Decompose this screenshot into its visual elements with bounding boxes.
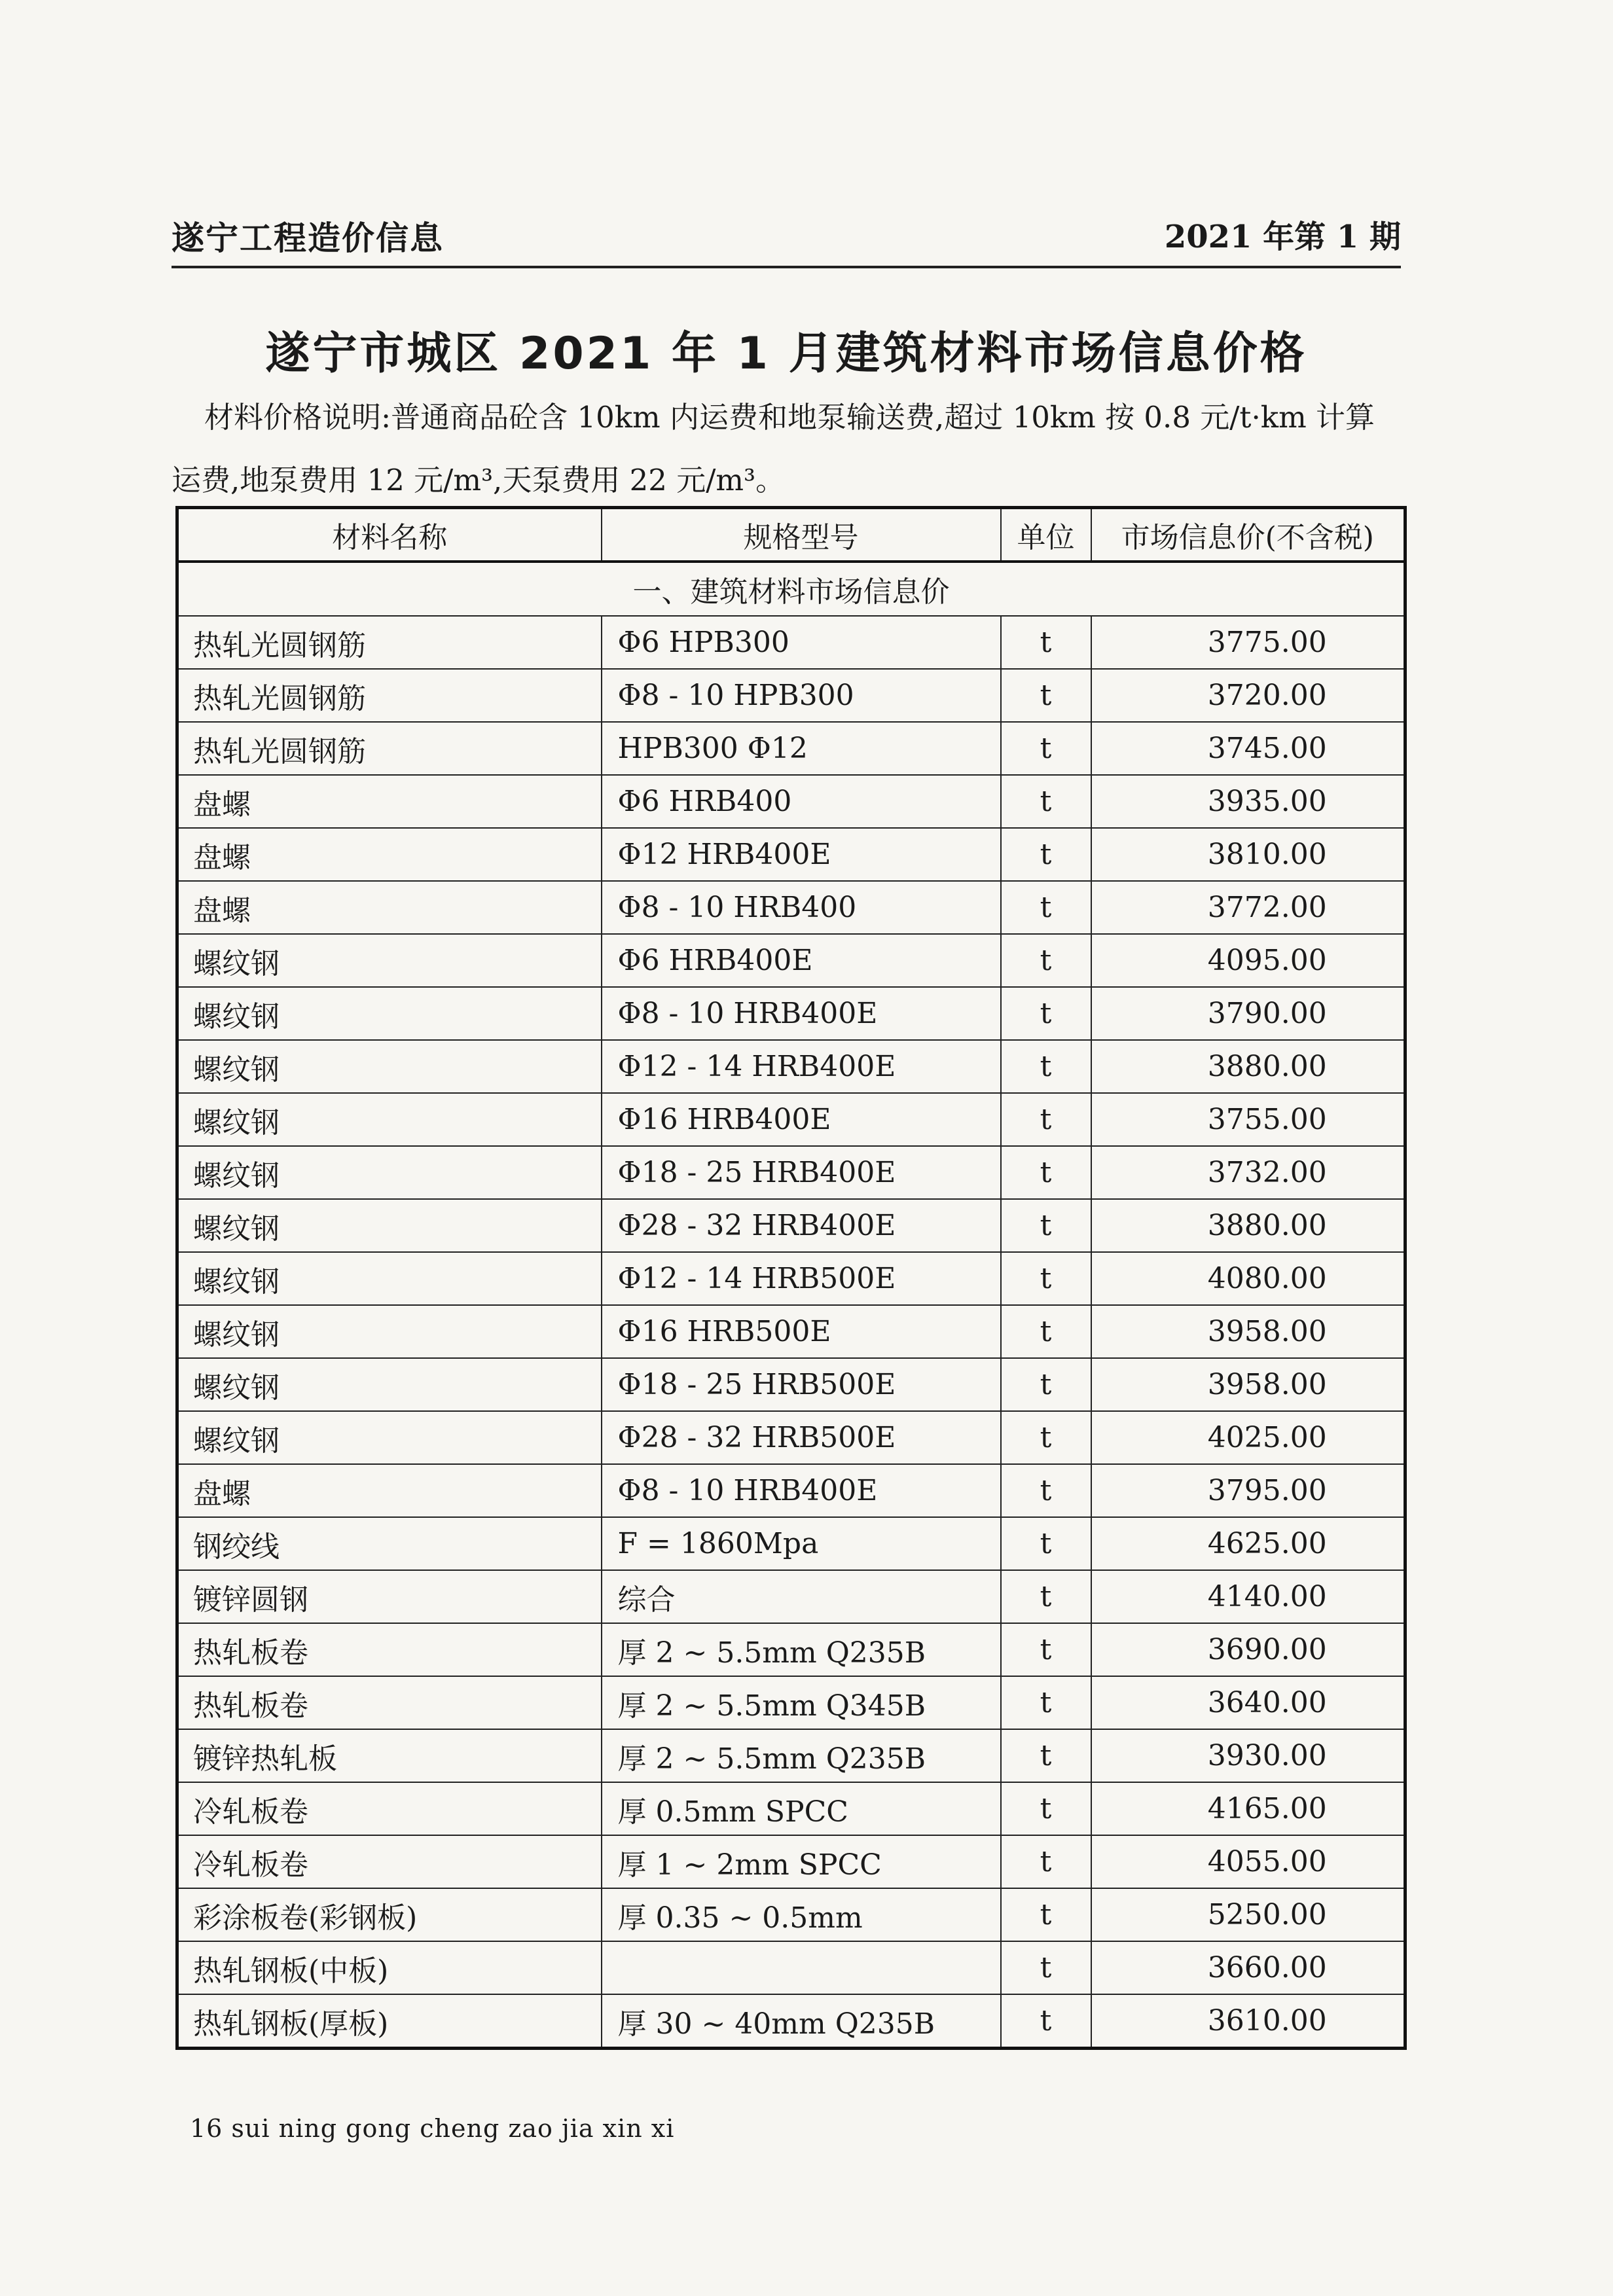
- price-cell: 3610.00: [1091, 1994, 1405, 2049]
- section-row: [177, 562, 1405, 616]
- price-cell: 3880.00: [1091, 1199, 1405, 1252]
- price-cell: 3755.00: [1091, 1093, 1405, 1146]
- table-row: [177, 1199, 1405, 1252]
- material-name-cell: 热轧板卷: [177, 1623, 602, 1676]
- material-name-cell: 螺纹钢: [177, 934, 602, 987]
- unit-cell: t: [1001, 987, 1091, 1040]
- issue-number: 2021 年第 1 期: [1164, 219, 1401, 255]
- material-name-cell: 热轧光圆钢筋: [177, 669, 602, 722]
- material-name-cell: 螺纹钢: [177, 1040, 602, 1093]
- column-header-unit: 单位: [1001, 508, 1091, 562]
- price-cell: 3720.00: [1091, 669, 1405, 722]
- spec-cell: HPB300 Φ12: [602, 722, 1001, 775]
- material-name-cell: 螺纹钢: [177, 1146, 602, 1199]
- material-name-cell: 螺纹钢: [177, 1252, 602, 1305]
- page-title: 遂宁市城区 2021 年 1 月建筑材料市场信息价格: [265, 328, 1307, 380]
- price-cell: 4025.00: [1091, 1411, 1405, 1464]
- material-name-cell: 螺纹钢: [177, 1411, 602, 1464]
- section-title: 一、建筑材料市场信息价: [177, 562, 1405, 616]
- unit-cell: t: [1001, 1040, 1091, 1093]
- spec-cell: 厚 2 ~ 5.5mm Q235B: [602, 1623, 1001, 1676]
- table-row: [177, 934, 1405, 987]
- material-name-cell: 钢绞线: [177, 1517, 602, 1570]
- spec-cell: Φ8 - 10 HRB400E: [602, 1464, 1001, 1517]
- running-header: [172, 208, 1401, 268]
- material-name-cell: 盘螺: [177, 775, 602, 828]
- table-row: [177, 1305, 1405, 1358]
- spec-cell: Φ12 HRB400E: [602, 828, 1001, 881]
- material-name-cell: 热轧钢板(中板): [177, 1941, 602, 1994]
- material-name-cell: 螺纹钢: [177, 1199, 602, 1252]
- table-row: [177, 1623, 1405, 1676]
- material-name-cell: 热轧钢板(厚板): [177, 1994, 602, 2049]
- table-row: [177, 722, 1405, 775]
- unit-cell: t: [1001, 934, 1091, 987]
- spec-cell: 厚 30 ~ 40mm Q235B: [602, 1994, 1001, 2049]
- price-cell: 4165.00: [1091, 1782, 1405, 1835]
- unit-cell: t: [1001, 1729, 1091, 1782]
- price-cell: 4080.00: [1091, 1252, 1405, 1305]
- material-name-cell: 螺纹钢: [177, 1305, 602, 1358]
- spec-cell: 厚 2 ~ 5.5mm Q345B: [602, 1676, 1001, 1729]
- spec-cell: [602, 1941, 1001, 1994]
- table-row: [177, 1517, 1405, 1570]
- unit-cell: t: [1001, 1464, 1091, 1517]
- spec-cell: Φ6 HRB400E: [602, 934, 1001, 987]
- spec-cell: Φ28 - 32 HRB400E: [602, 1199, 1001, 1252]
- spec-cell: 厚 2 ~ 5.5mm Q235B: [602, 1729, 1001, 1782]
- table-row: [177, 828, 1405, 881]
- price-cell: 3640.00: [1091, 1676, 1405, 1729]
- material-name-cell: 冷轧板卷: [177, 1835, 602, 1888]
- spec-cell: 厚 0.35 ~ 0.5mm: [602, 1888, 1001, 1941]
- spec-cell: Φ12 - 14 HRB500E: [602, 1252, 1001, 1305]
- unit-cell: t: [1001, 1146, 1091, 1199]
- price-table: [175, 506, 1407, 2050]
- column-header-price: 市场信息价(不含税): [1091, 508, 1405, 562]
- spec-cell: 厚 1 ~ 2mm SPCC: [602, 1835, 1001, 1888]
- unit-cell: t: [1001, 1305, 1091, 1358]
- price-note: 材料价格说明:普通商品砼含 10km 内运费和地泵输送费,超过 10km 按 0.8 元/t·km 计算运费,地泵费用 12 元/m³,天泵费用 22 元/m³。: [172, 400, 1375, 497]
- price-cell: 3732.00: [1091, 1146, 1405, 1199]
- unit-cell: t: [1001, 1676, 1091, 1729]
- spec-cell: Φ8 - 10 HRB400: [602, 881, 1001, 934]
- unit-cell: t: [1001, 1994, 1091, 2049]
- spec-cell: 综合: [602, 1570, 1001, 1623]
- unit-cell: t: [1001, 1411, 1091, 1464]
- table-row: [177, 616, 1405, 669]
- table-row: [177, 1570, 1405, 1623]
- material-name-cell: 彩涂板卷(彩钢板): [177, 1888, 602, 1941]
- table-row: [177, 1994, 1405, 2049]
- table-row: [177, 775, 1405, 828]
- price-cell: 4055.00: [1091, 1835, 1405, 1888]
- unit-cell: t: [1001, 1093, 1091, 1146]
- price-cell: 4625.00: [1091, 1517, 1405, 1570]
- price-cell: 3660.00: [1091, 1941, 1405, 1994]
- table-row: [177, 669, 1405, 722]
- table-row: [177, 1146, 1405, 1199]
- unit-cell: t: [1001, 828, 1091, 881]
- table-row: [177, 881, 1405, 934]
- price-cell: 3790.00: [1091, 987, 1405, 1040]
- unit-cell: t: [1001, 1252, 1091, 1305]
- table-row: [177, 987, 1405, 1040]
- column-header-spec: 规格型号: [602, 508, 1001, 562]
- spec-cell: Φ18 - 25 HRB500E: [602, 1358, 1001, 1411]
- table-row: [177, 1252, 1405, 1305]
- spec-cell: Φ18 - 25 HRB400E: [602, 1146, 1001, 1199]
- spec-cell: Φ16 HRB400E: [602, 1093, 1001, 1146]
- table-row: [177, 1093, 1405, 1146]
- material-name-cell: 热轧光圆钢筋: [177, 722, 602, 775]
- unit-cell: t: [1001, 1199, 1091, 1252]
- material-name-cell: 盘螺: [177, 1464, 602, 1517]
- column-header-name: 材料名称: [177, 508, 602, 562]
- material-name-cell: 冷轧板卷: [177, 1782, 602, 1835]
- spec-cell: 厚 0.5mm SPCC: [602, 1782, 1001, 1835]
- spec-cell: Φ6 HRB400: [602, 775, 1001, 828]
- unit-cell: t: [1001, 616, 1091, 669]
- price-cell: 3880.00: [1091, 1040, 1405, 1093]
- unit-cell: t: [1001, 1888, 1091, 1941]
- unit-cell: t: [1001, 1517, 1091, 1570]
- unit-cell: t: [1001, 1570, 1091, 1623]
- table-row: [177, 1358, 1405, 1411]
- unit-cell: t: [1001, 1358, 1091, 1411]
- unit-cell: t: [1001, 722, 1091, 775]
- table-row: [177, 1782, 1405, 1835]
- unit-cell: t: [1001, 1782, 1091, 1835]
- material-name-cell: 螺纹钢: [177, 1093, 602, 1146]
- price-cell: 3690.00: [1091, 1623, 1405, 1676]
- material-name-cell: 螺纹钢: [177, 987, 602, 1040]
- material-name-cell: 盘螺: [177, 881, 602, 934]
- table-row: [177, 1941, 1405, 1994]
- price-cell: 3935.00: [1091, 775, 1405, 828]
- publication-name: 遂宁工程造价信息: [172, 219, 444, 257]
- unit-cell: t: [1001, 1623, 1091, 1676]
- table-row: [177, 1888, 1405, 1941]
- price-cell: 3745.00: [1091, 722, 1405, 775]
- table-row: [177, 1676, 1405, 1729]
- price-cell: 5250.00: [1091, 1888, 1405, 1941]
- spec-cell: Φ8 - 10 HRB400E: [602, 987, 1001, 1040]
- price-cell: 3795.00: [1091, 1464, 1405, 1517]
- material-name-cell: 盘螺: [177, 828, 602, 881]
- unit-cell: t: [1001, 1941, 1091, 1994]
- price-table-container: [175, 506, 1404, 2050]
- table-row: [177, 1411, 1405, 1464]
- unit-cell: t: [1001, 775, 1091, 828]
- price-cell: 3930.00: [1091, 1729, 1405, 1782]
- price-cell: 3772.00: [1091, 881, 1405, 934]
- price-cell: 3958.00: [1091, 1358, 1405, 1411]
- material-name-cell: 热轧光圆钢筋: [177, 616, 602, 669]
- unit-cell: t: [1001, 1835, 1091, 1888]
- material-name-cell: 镀锌热轧板: [177, 1729, 602, 1782]
- spec-cell: Φ12 - 14 HRB400E: [602, 1040, 1001, 1093]
- material-name-cell: 热轧板卷: [177, 1676, 602, 1729]
- page-footer: 16 sui ning gong cheng zao jia xin xi: [190, 2114, 675, 2143]
- price-cell: 4140.00: [1091, 1570, 1405, 1623]
- price-cell: 3810.00: [1091, 828, 1405, 881]
- table-row: [177, 1040, 1405, 1093]
- spec-cell: Φ8 - 10 HPB300: [602, 669, 1001, 722]
- price-cell: 3775.00: [1091, 616, 1405, 669]
- unit-cell: t: [1001, 881, 1091, 934]
- price-cell: 4095.00: [1091, 934, 1405, 987]
- table-row: [177, 1464, 1405, 1517]
- material-name-cell: 螺纹钢: [177, 1358, 602, 1411]
- material-name-cell: 镀锌圆钢: [177, 1570, 602, 1623]
- spec-cell: Φ6 HPB300: [602, 616, 1001, 669]
- spec-cell: F = 1860Mpa: [602, 1517, 1001, 1570]
- table-row: [177, 1729, 1405, 1782]
- unit-cell: t: [1001, 669, 1091, 722]
- spec-cell: Φ28 - 32 HRB500E: [602, 1411, 1001, 1464]
- table-header-row: [177, 508, 1405, 562]
- spec-cell: Φ16 HRB500E: [602, 1305, 1001, 1358]
- table-row: [177, 1835, 1405, 1888]
- price-cell: 3958.00: [1091, 1305, 1405, 1358]
